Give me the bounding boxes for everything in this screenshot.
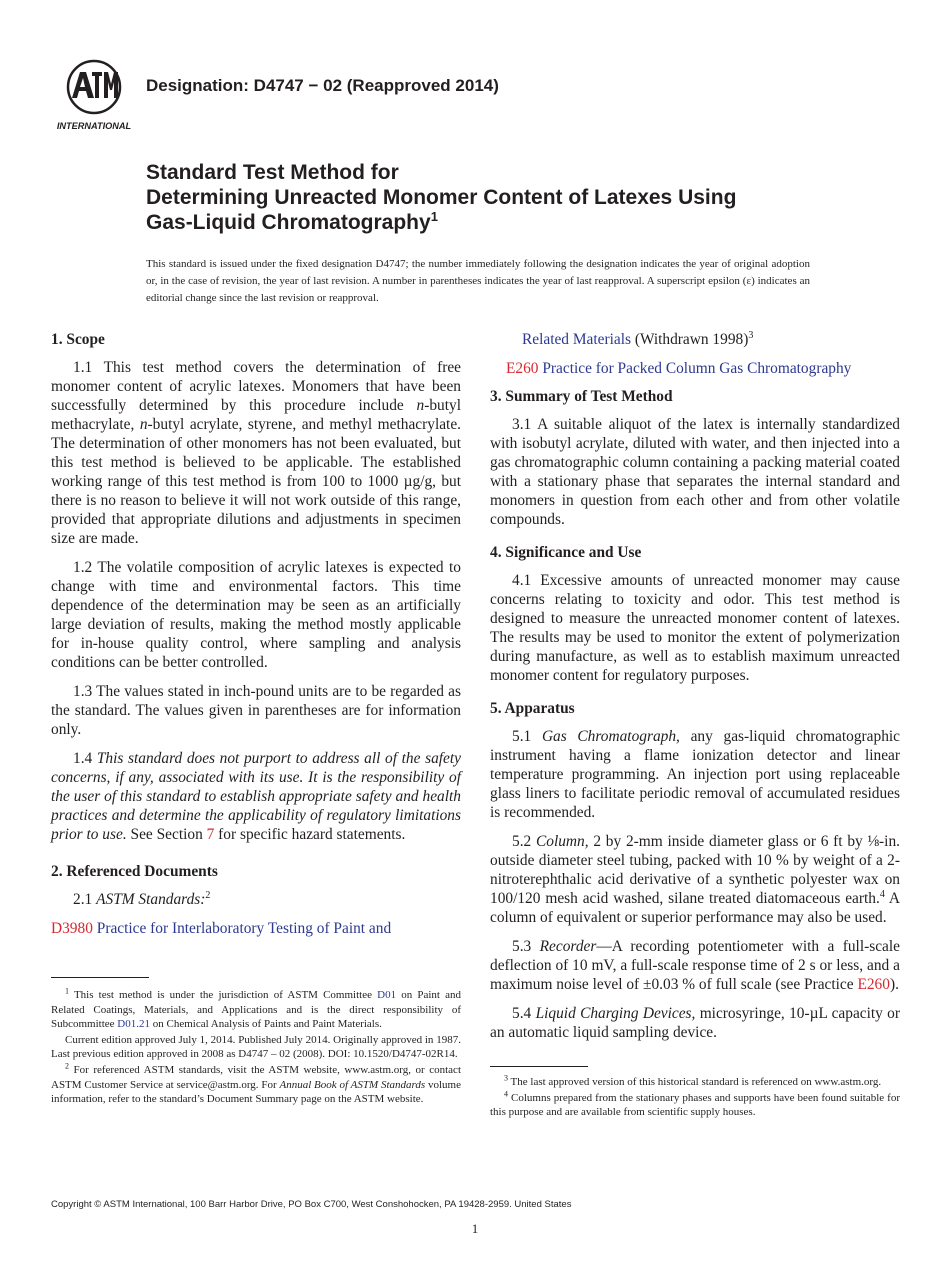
astm-logo	[52, 58, 136, 134]
section-1-heading: 1. Scope	[51, 331, 105, 348]
title-line-2: Determining Unreacted Monomer Content of Latexes Using	[146, 186, 737, 209]
copyright-notice: Copyright © ASTM International, 100 Barr Harbor Drive, PO Box C700, West Conshohocken, PA 19428-2959. United States	[51, 1199, 572, 1210]
section-7-link[interactable]: 7	[206, 826, 215, 843]
footnote-1-edition: Current edition approved July 1, 2014. Published July 2014. Originally approved in 1987. Last previous edition approved in 2008 as D4747 – 02 (2008). DOI: 10.1520/D4747-02R14.	[51, 1033, 461, 1061]
section-2-heading: 2. Referenced Documents	[51, 863, 218, 880]
para-2-1: 2.1 ASTM Standards:$^2$	[73, 889, 211, 908]
page-number: 1	[471, 1221, 479, 1236]
left-column	[51, 330, 461, 948]
title-footnote-ref[interactable]: 1	[430, 209, 438, 224]
section-5-heading: 5. Apparatus	[490, 700, 575, 717]
intro-statement: This standard is issued under the fixed designation D4747; the number immediately following the designation indicates the year of original adoption or, in the case of revision, the year of last revision. A number in parentheses indicates the year of last reapproval. A superscript epsilon (ε) indicates an editorial change since the last revision or reapproval.	[146, 258, 810, 304]
footnote-4: $^4$ Columns prepared from the stationary phases and supports have been found suitable for this purpose and are available from scientific supply houses.	[490, 1088, 900, 1119]
para-5-2: 5.2 Column, 2 by 2-mm inside diameter glass or 6 ft by ⅛-in. outside diameter steel tubing, packed with 10 % by weight of a 2-nitroterephthalic acid derivative of a synthetic polyester wax on 100/120 mesh acid washed, silane treated diatomaceous earth.$^4$ A column of equivalent or superior performance may also be used.	[490, 833, 900, 926]
right-column	[490, 330, 900, 1052]
para-1-2: 1.2 The volatile composition of acrylic latexes is expected to change with time and environmental factors. This time dependence of the determination may be seen as an artificially large deviation of results, making the method mostly applicable for in-house quality control, where sampling and analysis conditions can be better controlled.	[51, 559, 461, 671]
para-5-1: 5.1 Gas Chromatograph, any gas-liquid chromatographic instrument having a flame ionization detector and linear temperature programming. An injection port using replaceable glass liners to facilitate periodic removal of accumulated residues is recommended.	[490, 728, 901, 821]
para-3-1: 3.1 A suitable aliquot of the latex is internally standardized with isobutyl acrylate, diluted with water, and then injected into a gas chromatographic column containing a packing material coated with a stationary phase that separates the internal standard and monomers in question from each other and from other volatile compounds.	[490, 416, 900, 528]
footnote-1: $^1$ This test method is under the jurisdiction of ASTM Committee D01 on Paint and Related Coatings, Materials, and Applications and is the direct responsibility of Subcommittee D01.21 on Chemical Analysis of Paints and Paint Materials.	[51, 986, 461, 1031]
para-1-4: 1.4 This standard does not purport to address all of the safety concerns, if any, associated with its use. It is the responsibility of the user of this standard to establish appropriate safety and health practices and determine the applicability of regulatory limitations prior to use. See Section 7 for specific hazard statements.	[51, 750, 461, 843]
para-1-3: 1.3 The values stated in inch-pound units are to be regarded as the standard. The values given in parentheses are for information only.	[51, 683, 461, 738]
footnote-3: $^3$ The last approved version of this historical standard is referenced on www.astm.org.	[504, 1073, 882, 1088]
section-4-heading: 4. Significance and Use	[490, 544, 642, 561]
title-line-3: Gas-Liquid Chromatography$^1$	[146, 209, 438, 234]
d01-21-link[interactable]: D01.21	[117, 1018, 150, 1031]
document-title	[146, 160, 866, 235]
ref-e260[interactable]: E260 Practice for Packed Column Gas Chromatography	[506, 360, 852, 377]
footnotes-right	[490, 1075, 900, 1121]
ref-d3980[interactable]: D3980 Practice for Interlaboratory Testing of Paint and	[51, 920, 392, 937]
para-4-1: 4.1 Excessive amounts of unreacted monomer may cause concerns relating to toxicity and odor. This test method is designed to measure the unreacted monomer content of latexes. The results may be used to monitor the extent of polymerization during manufacture, as well as to establish maximum unreacted monomer content for regulatory purposes.	[490, 572, 900, 684]
designation: Designation: D4747 − 02 (Reapproved 2014)	[146, 76, 499, 95]
title-line-1: Standard Test Method for	[146, 161, 399, 184]
footnote-2: $^2$ For referenced ASTM standards, visit the ASTM website, www.astm.org, or contact ASTM Customer Service at service@astm.org. For Annual Book of ASTM Standards volume information, refer to the standard’s Document Summary page on the ASTM website.	[51, 1061, 461, 1106]
section-3-heading: 3. Summary of Test Method	[490, 388, 673, 405]
para-1-1: 1.1 This test method covers the determination of free monomer content of acrylic latexes. Monomers that have been successfully determined by this procedure include n-butyl methacrylate, n-butyl acrylate, styrene, and methyl methacrylate. The determination of other monomers has not been evaluated, but this test method is believed to be applicable. The established working range of this test method is from 100 to 1000 µg/g, but there is no reason to believe it will not work outside of this range, provided that appropriate dilutions and adjustments in specimen size are made.	[51, 359, 462, 547]
d01-link[interactable]: D01	[377, 989, 397, 1001]
e260-link[interactable]: E260	[857, 976, 890, 993]
footnote-rule-left	[51, 977, 149, 978]
ref-d3980-cont[interactable]: Related Materials (Withdrawn 1998)$^3$	[522, 329, 754, 348]
footnotes-left	[51, 988, 461, 1108]
para-5-3: 5.3 Recorder—A recording potentiometer with a full-scale deflection of 10 mV, a full-scale response time of 2 s or less, and a maximum noise level of ±0.03 % of full scale (see Practice E260).	[490, 938, 900, 993]
para-5-4: 5.4 Liquid Charging Devices, microsyringe, 10-µL capacity or an automatic liquid sampling device.	[490, 1005, 901, 1041]
footnote-rule-right	[490, 1066, 588, 1067]
svg-text:INTERNATIONAL: INTERNATIONAL	[56, 121, 132, 131]
